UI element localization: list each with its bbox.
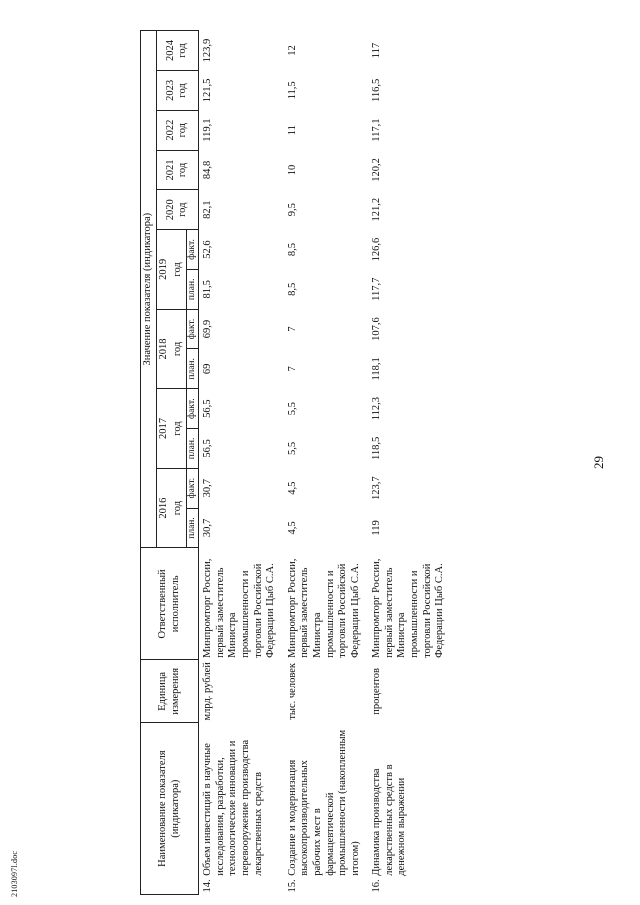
header-year-2020: 2020 год bbox=[156, 190, 199, 230]
header-year-2017: 2017 bbox=[156, 389, 171, 469]
value-cell: 9,5 bbox=[286, 203, 298, 217]
header-fact: факт. bbox=[186, 389, 198, 429]
header-fact: факт. bbox=[186, 468, 198, 508]
indicator-name: Создание и модернизация высокопроизводительных рабочих мест в фармацевтической промышленности (накопленным итогом) bbox=[286, 729, 361, 876]
indicator-name: Динамика производства лекарственных средств в денежном выражении bbox=[371, 764, 408, 876]
header-plan: план. bbox=[186, 429, 198, 469]
value-cell: 118,1 bbox=[371, 357, 383, 381]
table-row bbox=[368, 31, 453, 895]
value-cell: 107,6 bbox=[371, 317, 383, 341]
indicators-table bbox=[140, 30, 453, 895]
row-number: 16. bbox=[371, 879, 383, 893]
value-cell: 56,5 bbox=[202, 399, 214, 418]
table-row bbox=[199, 31, 284, 895]
value-cell: 69 bbox=[202, 363, 214, 375]
header-suffix-2018: год bbox=[171, 309, 186, 389]
header-year-2021: 2021 год bbox=[156, 150, 199, 190]
value-cell: 5,5 bbox=[286, 441, 298, 455]
header-suffix-2016: год bbox=[171, 468, 186, 548]
header-year-2019: 2019 bbox=[156, 230, 171, 310]
value-cell: 10 bbox=[286, 164, 298, 176]
value-cell: 12 bbox=[286, 45, 298, 56]
header-name: Наименование показателя (индикатора) bbox=[141, 723, 199, 895]
indicator-name: Объем инвестиций в научные исследования, разработки, технологические инновации и перевооружение производства лекарственных средств bbox=[202, 739, 264, 876]
value-cell: 119 bbox=[371, 520, 383, 536]
header-year-2024: 2024 год bbox=[156, 31, 199, 71]
value-cell: 119,1 bbox=[202, 118, 214, 142]
value-cell: 121,2 bbox=[371, 197, 383, 222]
value-cell: 117 bbox=[371, 42, 383, 59]
value-cell: 5,5 bbox=[286, 402, 298, 416]
row-number: 15. bbox=[286, 879, 298, 893]
indicator-unit: млрд. рублей bbox=[202, 662, 214, 721]
value-cell: 117,1 bbox=[371, 118, 383, 142]
document-code: 2103097l.doc bbox=[10, 850, 19, 897]
responsible-executor: Минпромторг России, первый заместитель Министра промышленности и торговли Российской Федерации Цыб С.А. bbox=[202, 558, 277, 658]
value-cell: 11 bbox=[286, 125, 298, 136]
header-year-2016: 2016 bbox=[156, 468, 171, 548]
header-values-group: Значение показателя (индикатора) bbox=[141, 31, 157, 548]
value-cell: 7 bbox=[286, 326, 298, 332]
value-cell: 11,5 bbox=[286, 81, 298, 100]
value-cell: 52,6 bbox=[202, 240, 214, 259]
value-cell: 118,5 bbox=[371, 436, 383, 461]
header-plan: план. bbox=[186, 508, 198, 548]
value-cell: 30,7 bbox=[202, 479, 214, 498]
value-cell: 117,7 bbox=[371, 277, 383, 301]
value-cell: 8,5 bbox=[286, 282, 298, 296]
value-cell: 112,3 bbox=[371, 397, 383, 421]
value-cell: 123,9 bbox=[202, 38, 214, 63]
header-plan: план. bbox=[186, 269, 198, 309]
value-cell: 4,5 bbox=[286, 481, 298, 495]
page-number: 29 bbox=[591, 456, 606, 469]
header-plan: план. bbox=[186, 349, 198, 389]
table-row bbox=[284, 31, 369, 895]
header-suffix-2019: год bbox=[171, 230, 186, 310]
value-cell: 120,2 bbox=[371, 158, 383, 182]
table-header bbox=[141, 31, 199, 895]
value-cell: 8,5 bbox=[286, 242, 298, 257]
indicator-unit: процентов bbox=[371, 668, 383, 715]
row-number: 14. bbox=[202, 879, 214, 893]
value-cell: 7 bbox=[286, 366, 298, 372]
value-cell: 30,7 bbox=[202, 518, 214, 538]
header-suffix-2017: год bbox=[171, 389, 186, 469]
value-cell: 69,9 bbox=[202, 319, 214, 339]
header-unit: Единица измерения bbox=[141, 660, 199, 723]
responsible-executor: Минпромторг России, первый заместитель Министра промышленности и торговли Российской Федерации Цыб С.А. bbox=[286, 558, 361, 658]
responsible-executor: Минпромторг России, первый заместитель Министра промышленности и торговли Российской Федерации Цыб С.А. bbox=[371, 558, 446, 658]
indicator-unit: тыс. человек bbox=[286, 663, 298, 720]
header-responsible: Ответственный исполнитель bbox=[141, 548, 199, 660]
header-year-2023: 2023 год bbox=[156, 71, 199, 111]
header-year-2018: 2018 bbox=[156, 309, 171, 389]
value-cell: 123,7 bbox=[371, 476, 383, 501]
value-cell: 126,6 bbox=[371, 237, 383, 262]
header-fact: факт. bbox=[186, 309, 198, 349]
value-cell: 116,5 bbox=[371, 78, 383, 103]
header-fact: факт. bbox=[186, 230, 198, 270]
value-cell: 56,5 bbox=[202, 439, 214, 458]
header-year-2022: 2022 год bbox=[156, 110, 199, 150]
value-cell: 82,1 bbox=[202, 200, 214, 219]
value-cell: 81,5 bbox=[202, 280, 214, 299]
value-cell: 121,5 bbox=[202, 78, 214, 103]
value-cell: 84,8 bbox=[202, 160, 214, 180]
value-cell: 4,5 bbox=[286, 521, 298, 535]
